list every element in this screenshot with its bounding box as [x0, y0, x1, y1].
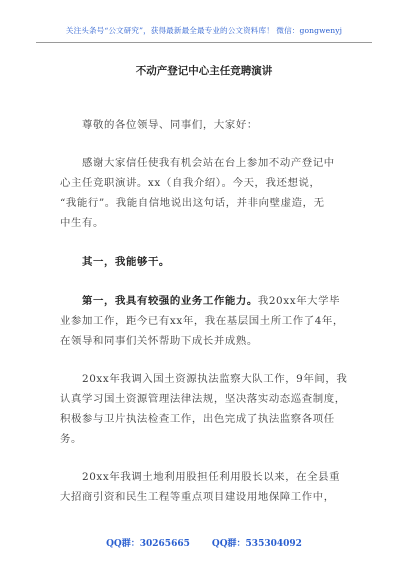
- footer-qq-group-2: QQ群：535304092: [211, 539, 302, 549]
- header-divider: [36, 42, 372, 43]
- paragraph-line: 务。: [60, 433, 82, 445]
- paragraph-line: [82, 292, 340, 307]
- paragraph-line: 中生有。: [60, 217, 104, 229]
- paragraph-line: 心主任竞职演讲。xx（自我介绍）。今天，我还想说，: [60, 177, 321, 189]
- paragraph-line: 业参加工作，距今已有xx年，我在基层国土所工作了4年，: [60, 315, 344, 327]
- footer: [0, 536, 408, 549]
- greeting-line: 尊敬的各位领导、同事们，大家好：: [82, 119, 258, 131]
- paragraph-line: 20xx年我调土地利用股担任利用股长以来，在全县重: [82, 471, 341, 483]
- document-title: 不动产登记中心主任竞聘演讲: [135, 65, 273, 77]
- footer-qq-group-1: QQ群：30265665: [106, 539, 190, 549]
- paragraph-text: 我20xx年大学毕: [257, 295, 341, 307]
- paragraph-line: 感谢大家信任使我有机会站在台上参加不动产登记中: [82, 157, 335, 169]
- paragraph-line: “我能行”。我能自信地说出这句话，并非向壁虚造，无: [60, 197, 325, 209]
- header-note: 关注头条号“公文研究”，获得最新最全最专业的公文资料库！ 微信：gongwenyj: [65, 26, 343, 35]
- paragraph-line: 在领导和同事们关怀帮助下成长并成熟。: [60, 335, 258, 347]
- paragraph-line: 大招商引资和民生工程等重点项目建设用地保障工作中，: [60, 491, 335, 503]
- section-heading: 其一，我能够干。: [82, 256, 170, 268]
- paragraph-line: 积极参与卫片执法检查工作，出色完成了执法监察各项任: [60, 413, 335, 425]
- paragraph-line: 20xx年我调入国土资源执法监察大队工作，9年间，我: [82, 373, 348, 385]
- emphasis-text: 第一，我具有较强的业务工作能力。: [82, 295, 258, 307]
- paragraph-line: 认真学习国土资源管理法律法规，坚决落实动态巡查制度，: [60, 393, 346, 405]
